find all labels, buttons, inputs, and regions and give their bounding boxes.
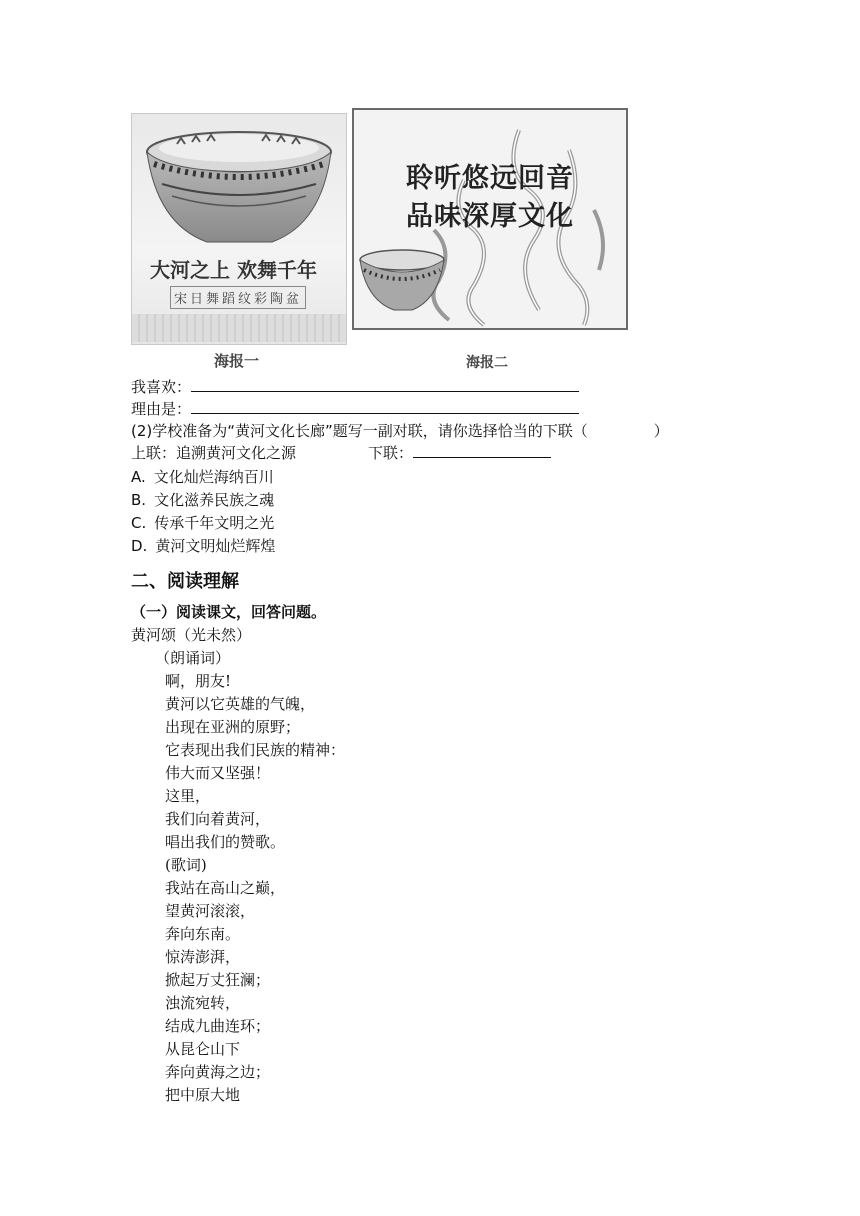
poster-two-line-one: 聆听悠远回音 bbox=[406, 163, 574, 194]
poem-line: 浊流宛转， bbox=[165, 994, 241, 1012]
poem-line: 奔向黄海之边； bbox=[165, 1063, 271, 1081]
reason-label: 理由是： bbox=[131, 400, 192, 418]
poem-line: 它表现出我们民族的精神： bbox=[165, 741, 346, 759]
lower-couplet-blank[interactable] bbox=[413, 443, 551, 458]
poem-line: 唱出我们的赞歌。 bbox=[165, 833, 286, 851]
poem-line: 从昆仑山下 bbox=[165, 1040, 241, 1058]
option-text: 文化灿烂海纳百川 bbox=[153, 468, 274, 486]
section-heading: 二、阅读理解 bbox=[131, 571, 239, 592]
option-letter: A. bbox=[131, 468, 146, 486]
q2-paren-close: ） bbox=[653, 422, 669, 440]
lower-couplet-label: 下联： bbox=[368, 444, 414, 462]
option-letter: D. bbox=[131, 537, 148, 555]
poem-line: 黄河以它英雄的气魄， bbox=[165, 695, 316, 713]
poem-line: 惊涛澎湃， bbox=[165, 948, 241, 966]
poem-title: 黄河颂（光未然） bbox=[131, 626, 252, 644]
like-answer-blank[interactable] bbox=[191, 377, 579, 392]
option-c[interactable] bbox=[131, 513, 274, 533]
poem-line: 我们向着黄河， bbox=[165, 810, 271, 828]
couplet-line bbox=[131, 443, 551, 463]
poster-two-image bbox=[352, 108, 628, 330]
song-label: (歌词) bbox=[165, 856, 207, 874]
poster-one-image bbox=[131, 113, 347, 345]
poem-line: 出现在亚洲的原野； bbox=[165, 718, 301, 736]
q2-question bbox=[131, 421, 669, 441]
poem-line: 啊，朋友! bbox=[165, 672, 232, 690]
poem-line: 这里， bbox=[165, 787, 211, 805]
option-d[interactable] bbox=[131, 536, 275, 556]
recite-label: （朗诵词） bbox=[155, 649, 231, 667]
like-label: 我喜欢： bbox=[131, 378, 192, 396]
poem-line: 把中原大地 bbox=[165, 1086, 241, 1104]
poster-one-caption: 海报一 bbox=[214, 352, 260, 370]
poem-line: 结成九曲连环； bbox=[165, 1017, 271, 1035]
recite-lines bbox=[165, 670, 345, 1107]
painted-pottery-bowl-icon bbox=[132, 114, 346, 344]
option-text: 传承千年文明之光 bbox=[154, 514, 275, 532]
poem-line: 奔向东南。 bbox=[165, 925, 241, 943]
option-letter: B. bbox=[131, 491, 147, 509]
q2-question-text: (2)学校准备为“黄河文化长廊”题写一副对联，请你选择恰当的下联（ bbox=[131, 422, 588, 440]
poem-line: 掀起万丈狂澜； bbox=[165, 971, 271, 989]
poem-line: 我站在高山之巅， bbox=[165, 879, 286, 897]
upper-couplet: 上联：追溯黄河文化之源 bbox=[131, 444, 297, 462]
option-b[interactable] bbox=[131, 490, 274, 510]
subsection-heading: （一）阅读课文，回答问题。 bbox=[131, 603, 327, 621]
option-text: 黄河文明灿烂辉煌 bbox=[155, 537, 276, 555]
option-letter: C. bbox=[131, 514, 147, 532]
poster-one-title: 大河之上 欢舞千年 bbox=[150, 258, 317, 282]
poster-one-base-pattern bbox=[132, 314, 346, 342]
poster-two-caption: 海报二 bbox=[466, 355, 508, 371]
poem-line: 伟大而又坚强！ bbox=[165, 764, 271, 782]
option-a[interactable] bbox=[131, 467, 274, 487]
poster-one-subtitle: 宋日舞蹈纹彩陶盆 bbox=[170, 286, 306, 309]
like-line bbox=[131, 377, 579, 397]
poem-line: 望黄河滚滚， bbox=[165, 902, 256, 920]
reason-line bbox=[131, 399, 579, 419]
poster-two-line-two: 品味深厚文化 bbox=[406, 201, 574, 232]
option-text: 文化滋养民族之魂 bbox=[154, 491, 275, 509]
reason-answer-blank[interactable] bbox=[191, 399, 579, 414]
